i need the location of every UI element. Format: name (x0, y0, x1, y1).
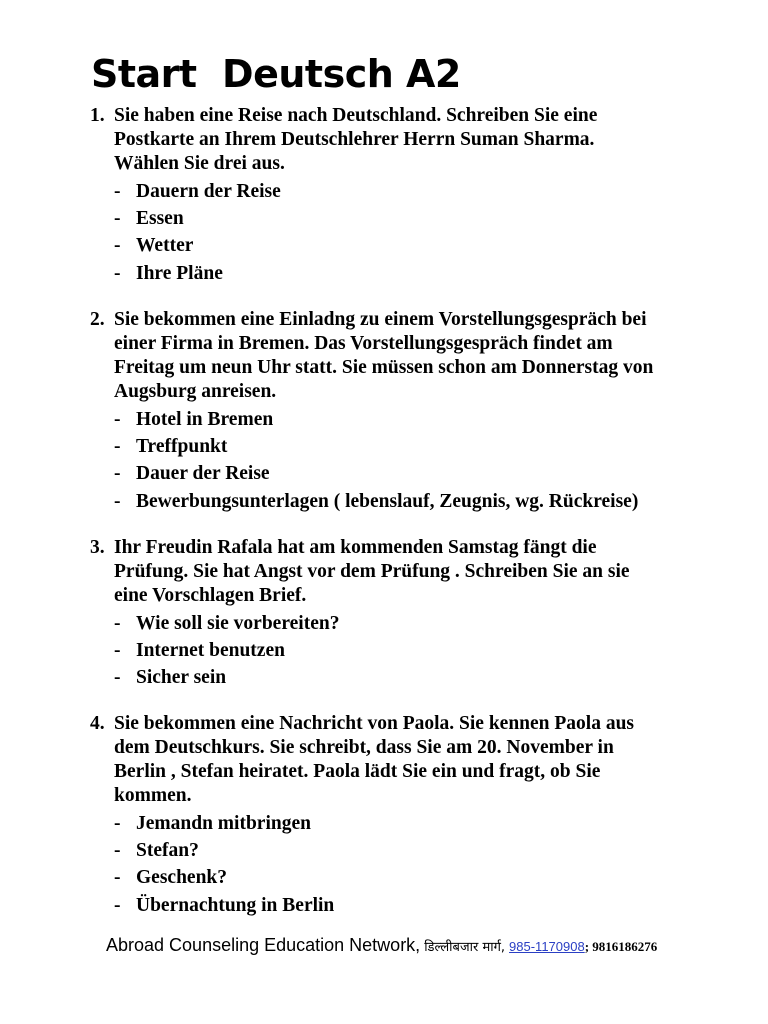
bullet-text: Jemandn mitbringen (136, 813, 311, 834)
bullet-text: Geschenk? (136, 867, 228, 889)
question-text-line: Freitag um neun Uhr statt. Sie müssen schon am Donnerstag von (114, 357, 654, 378)
bullet-dash: - (114, 262, 121, 284)
bullet-item (114, 232, 597, 259)
bullet-text: Essen (136, 208, 184, 230)
bullet-text: Treffpunkt (136, 436, 228, 458)
bullet-list (114, 810, 634, 919)
footer-phone-link[interactable]: 985-1170908 (509, 939, 585, 954)
question-text-line: eine Vorschlagen Brief. (114, 585, 307, 606)
bullet-dash: - (114, 436, 121, 458)
bullet-item (114, 837, 634, 864)
question-text-line: Augsburg anreisen. (114, 381, 277, 402)
bullet-text: Stefan? (136, 840, 199, 862)
page-title: Start Deutsch A2 (91, 52, 461, 96)
bullet-item (114, 892, 634, 919)
bullet-text: Ihre Pläne (136, 262, 223, 284)
bullet-dash: - (114, 667, 121, 689)
question-4 (90, 712, 634, 919)
bullet-item (114, 864, 634, 891)
bullet-dash: - (114, 640, 121, 662)
footer-address: डिल्लीबजार मार्ग, (424, 940, 506, 955)
question-number: 3. (90, 537, 105, 558)
bullet-text: Internet benutzen (136, 640, 285, 662)
bullet-list (114, 178, 597, 287)
bullet-dash: - (114, 490, 121, 512)
question-text-line: Prüfung. Sie hat Angst vor dem Prüfung . Schreiben Sie an sie (114, 561, 630, 582)
bullet-text: Dauern der Reise (136, 181, 281, 202)
bullet-dash: - (114, 235, 121, 257)
question-text-line: Berlin , Stefan heiratet. Paola lädt Sie ein und fragt, ob Sie (114, 761, 601, 782)
bullet-text: Übernachtung in Berlin (136, 894, 335, 916)
question-text-line: Wählen Sie drei aus. (114, 153, 285, 174)
bullet-item (114, 406, 653, 433)
bullet-text: Sicher sein (136, 667, 227, 689)
bullet-item (114, 205, 597, 232)
question-text-line: kommen. (114, 785, 192, 806)
bullet-dash: - (114, 813, 121, 834)
bullet-dash: - (114, 409, 121, 430)
question-text-line: Sie haben eine Reise nach Deutschland. Schreiben Sie eine (114, 105, 598, 126)
bullet-text: Wie soll sie vorbereiten? (136, 613, 340, 634)
question-3 (90, 536, 630, 692)
footer-phone: ; 9816186276 (584, 939, 658, 954)
bullet-item (114, 260, 597, 287)
bullet-dash: - (114, 840, 121, 862)
bullet-dash: - (114, 208, 121, 230)
question-text-line: Postkarte an Ihrem Deutschlehrer Herrn Suman Sharma. (114, 129, 595, 150)
bullet-item (114, 460, 653, 487)
bullet-list (114, 406, 653, 515)
bullet-text: Hotel in Bremen (136, 409, 274, 430)
bullet-item (114, 664, 630, 691)
question-text-line: Sie bekommen eine Einladng zu einem Vorstellungsgespräch bei (114, 309, 647, 330)
question-1 (90, 104, 597, 287)
footer-organization: Abroad Counseling Education Network, (106, 935, 421, 955)
bullet-item (114, 178, 597, 205)
bullet-text: Bewerbungsunterlagen ( lebenslauf, Zeugnis, wg. Rückreise) (136, 490, 639, 512)
bullet-item (114, 488, 653, 515)
question-text-line: Sie bekommen eine Nachricht von Paola. Sie kennen Paola aus (114, 713, 635, 734)
bullet-item (114, 610, 630, 637)
question-number: 2. (90, 309, 105, 330)
question-text-line: dem Deutschkurs. Sie schreibt, dass Sie am 20. November in (114, 737, 614, 758)
bullet-dash: - (114, 463, 121, 485)
bullet-dash: - (114, 894, 121, 916)
bullet-dash: - (114, 181, 121, 202)
bullet-text: Wetter (136, 235, 194, 257)
bullet-item (114, 433, 653, 460)
footer (106, 935, 657, 956)
bullet-dash: - (114, 867, 121, 889)
question-2 (90, 308, 653, 515)
question-number: 1. (90, 105, 105, 126)
bullet-item (114, 810, 634, 837)
bullet-item (114, 637, 630, 664)
question-text-line: einer Firma in Bremen. Das Vorstellungsgespräch findet am (114, 333, 613, 354)
bullet-dash: - (114, 613, 121, 634)
question-number: 4. (90, 713, 105, 734)
bullet-list (114, 610, 630, 692)
bullet-text: Dauer der Reise (136, 463, 270, 485)
question-text-line: Ihr Freudin Rafala hat am kommenden Samstag fängt die (114, 537, 597, 558)
